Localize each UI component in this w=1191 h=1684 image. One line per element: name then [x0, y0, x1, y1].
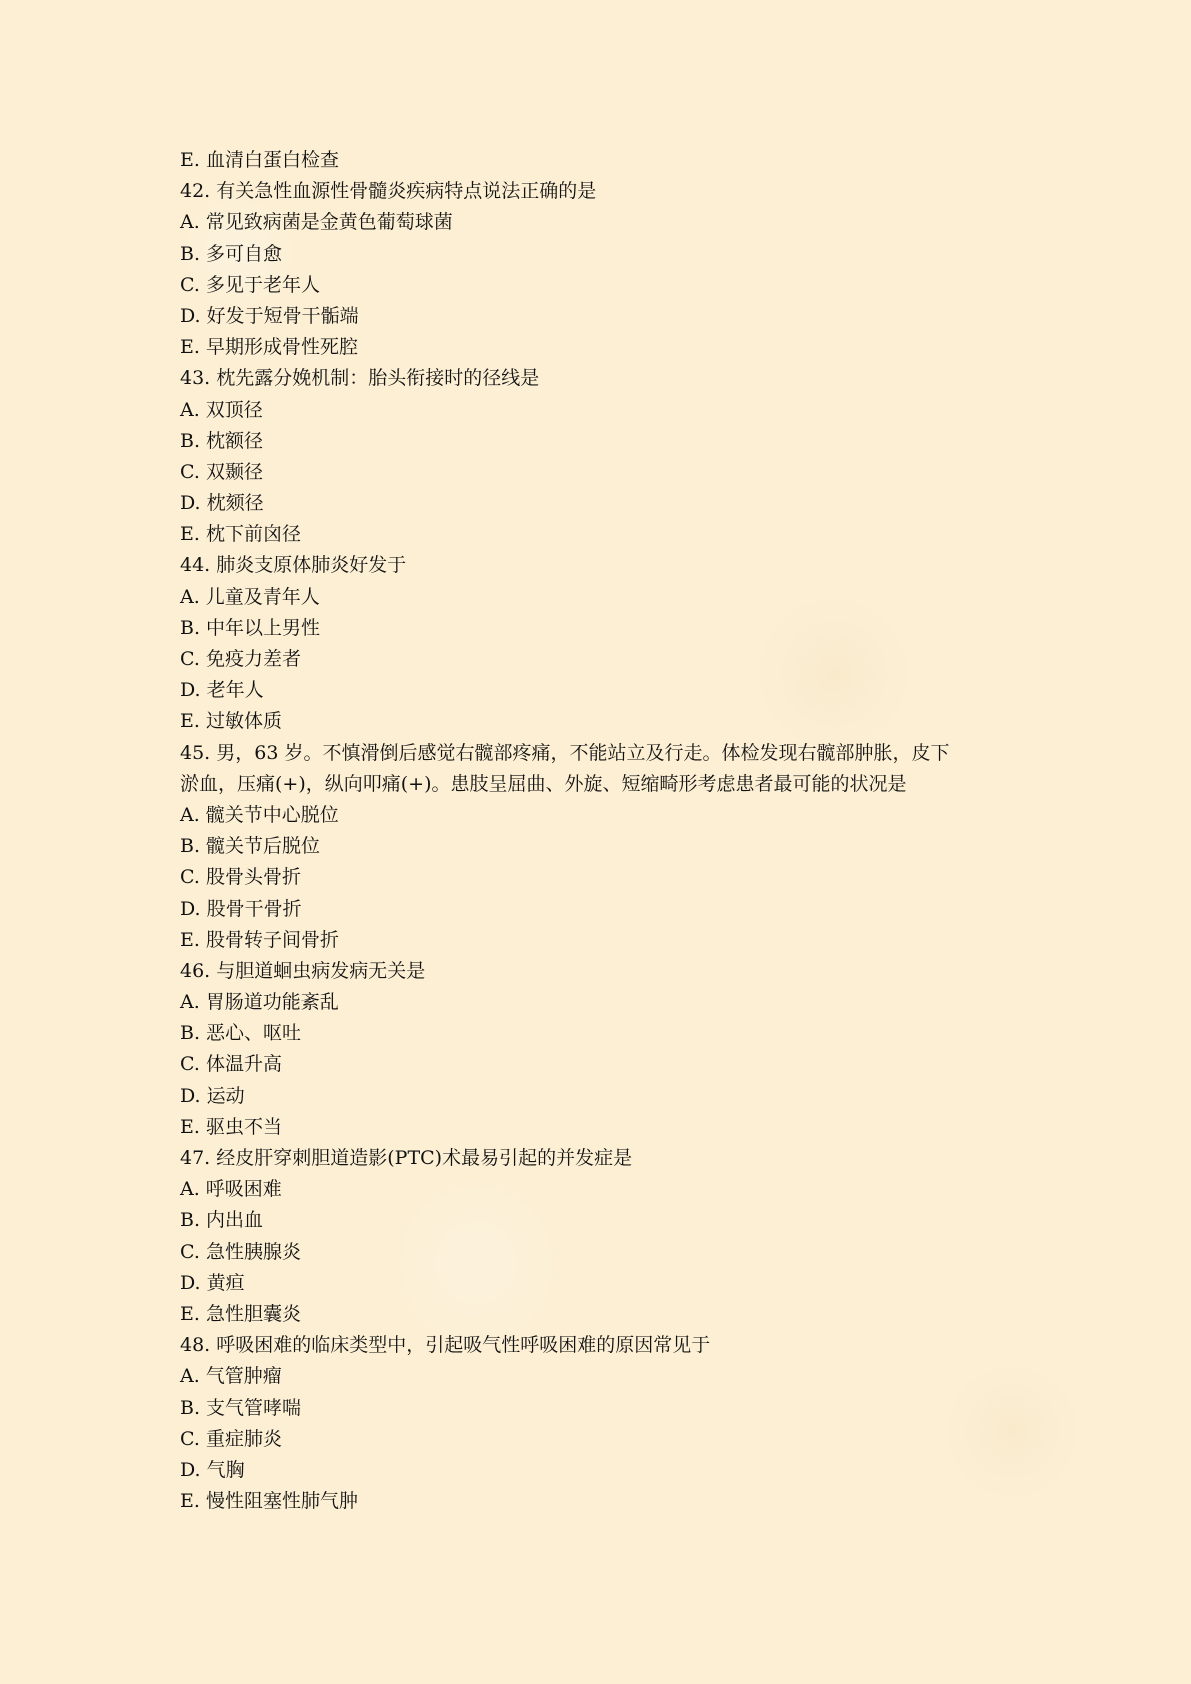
option-line: C. 股骨头骨折	[180, 866, 301, 889]
option-line: A. 呼吸困难	[180, 1178, 282, 1201]
exam-text-block	[180, 145, 1020, 1517]
option-line: E. 急性胆囊炎	[180, 1302, 301, 1325]
option-line: D. 好发于短骨干骺端	[180, 304, 359, 327]
question-line: 43. 枕先露分娩机制：胎头衔接时的径线是	[180, 367, 540, 390]
option-line: C. 重症肺炎	[180, 1427, 282, 1450]
question-line: 48. 呼吸困难的临床类型中，引起吸气性呼吸困难的原因常见于	[180, 1334, 711, 1357]
question-line: 45. 男，63 岁。不慎滑倒后感觉右髋部疼痛，不能站立及行走。体检发现右髋部肿胀，皮下	[180, 741, 950, 764]
option-line: D. 运动	[180, 1084, 245, 1107]
option-line: C. 体温升高	[180, 1053, 282, 1076]
option-line: E. 慢性阻塞性肺气肿	[180, 1490, 358, 1513]
option-line: D. 枕颏径	[180, 492, 264, 515]
option-line: E. 驱虫不当	[180, 1115, 282, 1138]
option-line: B. 支气管哮喘	[180, 1396, 302, 1419]
option-line: A. 常见致病菌是金黄色葡萄球菌	[180, 211, 453, 234]
option-line: B. 多可自愈	[180, 242, 283, 265]
option-line: D. 气胸	[180, 1458, 245, 1481]
option-line: B. 枕额径	[180, 429, 264, 452]
option-line: B. 内出血	[180, 1209, 264, 1232]
option-line: E. 过敏体质	[180, 710, 282, 733]
option-line: C. 多见于老年人	[180, 273, 320, 296]
question-line: 淤血，压痛(+)，纵向叩痛(+)。患肢呈屈曲、外旋、短缩畸形考虑患者最可能的状况是	[180, 772, 907, 795]
option-line: C. 急性胰腺炎	[180, 1240, 301, 1263]
question-line: 44. 肺炎支原体肺炎好发于	[180, 554, 407, 577]
option-line: D. 黄疸	[180, 1271, 245, 1294]
option-line: A. 气管肿瘤	[180, 1365, 282, 1388]
question-line: 47. 经皮肝穿刺胆道造影(PTC)术最易引起的并发症是	[180, 1147, 633, 1169]
option-line: E. 枕下前囟径	[180, 523, 301, 546]
option-line: B. 髋关节后脱位	[180, 835, 321, 858]
option-line: A. 儿童及青年人	[180, 585, 320, 608]
question-line: 46. 与胆道蛔虫病发病无关是	[180, 959, 426, 982]
option-line: E. 早期形成骨性死腔	[180, 336, 358, 359]
option-line: A. 髋关节中心脱位	[180, 803, 339, 826]
option-line: A. 胃肠道功能紊乱	[180, 991, 339, 1014]
option-line: E. 血清白蛋白检查	[180, 149, 339, 171]
option-line: E. 股骨转子间骨折	[180, 928, 339, 951]
option-line: D. 老年人	[180, 679, 264, 702]
option-line: A. 双顶径	[180, 398, 263, 421]
question-line: 42. 有关急性血源性骨髓炎疾病特点说法正确的是	[180, 180, 597, 203]
option-line: C. 免疫力差者	[180, 648, 301, 670]
option-line: D. 股骨干骨折	[180, 897, 302, 920]
option-line: B. 恶心、呕吐	[180, 1022, 302, 1045]
option-line: C. 双颞径	[180, 460, 263, 483]
option-line: B. 中年以上男性	[180, 616, 321, 639]
